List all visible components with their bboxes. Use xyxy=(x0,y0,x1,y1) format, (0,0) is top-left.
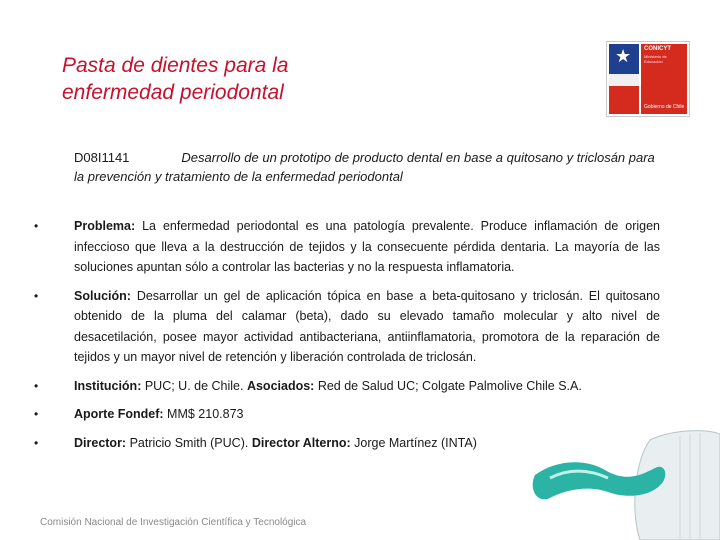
bullet-dot: • xyxy=(34,435,39,450)
toothpaste-image xyxy=(530,400,720,540)
bullet-label-2: Asociados: xyxy=(246,378,315,393)
bullet-text-2: Jorge Martínez (INTA) xyxy=(350,435,477,450)
bullet-label: Aporte Fondef: xyxy=(74,407,164,421)
footer-text: Comisión Nacional de Investigación Científica y Tecnológica xyxy=(40,517,307,528)
title-line-1: Pasta de dientes para la xyxy=(62,54,289,77)
bullet-label-2: Director Alterno: xyxy=(251,435,351,450)
bullet-problema xyxy=(34,216,660,278)
conicyt-logo xyxy=(606,41,690,117)
bullet-label: Problema: xyxy=(74,219,136,233)
bullet-text: La enfermedad periodontal es una patología prevalente. Produce inflamación de origen infeccioso que lleva a la destrucción de tejidos y la consecuente pérdida dentaria. La mayoría de las soluciones apuntan sólo a controlar las bacterias y no la respuesta inflamatoria. xyxy=(74,219,660,274)
logo-subtitle: Ministerio de Educación xyxy=(644,54,667,64)
bullet-solucion xyxy=(34,286,660,368)
logo-government: Gobierno de Chile xyxy=(644,104,685,110)
bullet-institucion xyxy=(34,376,660,397)
slide-title xyxy=(62,52,542,106)
bullet-text: MM$ 210.873 xyxy=(163,407,244,421)
bullet-text-2: Red de Salud UC; Colgate Palmolive Chile S.A. xyxy=(314,378,582,393)
bullet-text: PUC; U. de Chile. xyxy=(141,378,247,393)
project-code: D08I1141 xyxy=(74,150,130,165)
logo-name: CONICYT xyxy=(644,46,671,52)
bullet-dot: • xyxy=(34,219,39,233)
star-icon: ★ xyxy=(615,46,632,66)
bullet-dot: • xyxy=(34,288,39,303)
bullet-dot: • xyxy=(34,407,39,421)
bullet-text: Desarrollar un gel de aplicación tópica en base a beta-quitosano y triclosán. El quitosano obtenido de la pluma del calamar (beta), dado su elevado tamaño molecular y alto nivel de desacetilación, posee mayor actividad antibacteriana, antiinflamatoria, promotora de la reparación de tejidos y un mayor nivel de retención y liberación controlada de triclosán. xyxy=(74,288,660,364)
title-line-2: enfermedad periodontal xyxy=(62,81,284,104)
project-heading xyxy=(74,148,664,186)
bullet-text: Patricio Smith (PUC). xyxy=(126,435,252,450)
bullet-dot: • xyxy=(34,378,39,393)
bullet-label: Solución: xyxy=(74,288,131,303)
bullet-label: Director: xyxy=(74,435,127,450)
bullet-label: Institución: xyxy=(74,378,142,393)
project-description: Desarrollo de un prototipo de producto dental en base a quitosano y triclosán para la prevención y tratamiento de la enfermedad periodontal xyxy=(74,150,655,184)
